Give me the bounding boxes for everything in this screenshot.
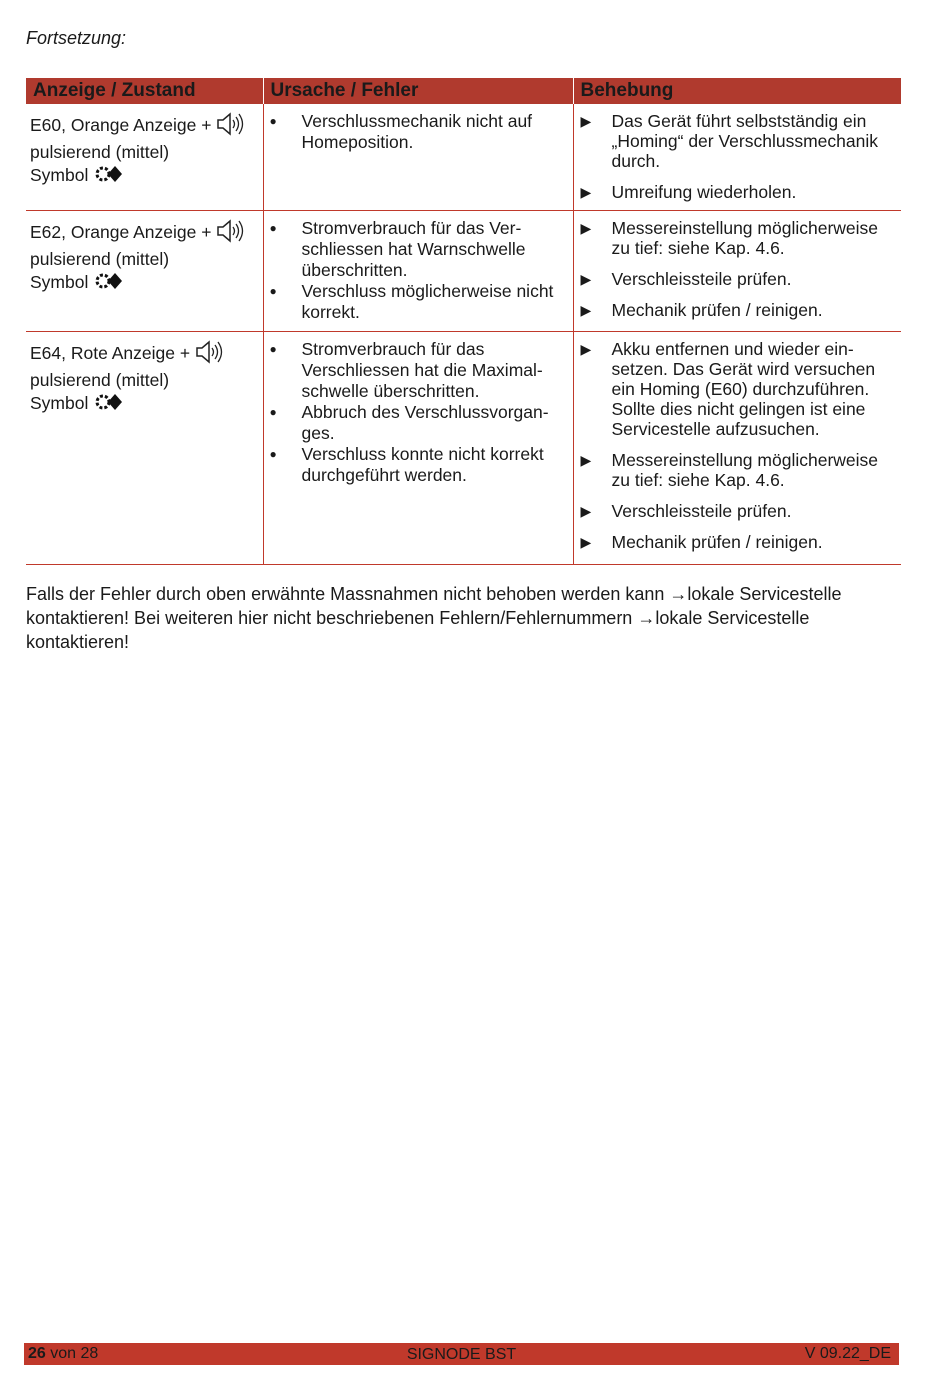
fix-item: ▶ Messereinstellung möglicherweise zu tief: siehe Kap. 4.6.: [578, 218, 898, 258]
page-footer: [24, 1343, 899, 1365]
speaker-icon: [195, 339, 223, 370]
fix-item: ▶ Messereinstellung möglicherweise zu tief: siehe Kap. 4.6.: [578, 450, 898, 490]
footer-brand: SIGNODE BST: [406, 1346, 517, 1363]
state-text: pulsierend (mittel): [30, 370, 170, 390]
gear-arrows-icon: [93, 391, 123, 418]
state-text: Symbol: [30, 393, 89, 414]
table-row: [26, 332, 901, 565]
fix-item: ▶ Akku entfernen und wieder ein-setzen. Das Gerät wird versuchen ein Homing (E60) durchzuführen. Sollte dies nicht gelingen ist eine Servicestelle aufzusuchen.: [578, 339, 898, 439]
page-total: von 28: [45, 1345, 99, 1362]
state-cell: [26, 104, 263, 211]
cause-cell: [263, 104, 573, 211]
speaker-icon: [216, 111, 244, 142]
state-text: E62, Orange Anzeige +: [30, 222, 212, 243]
header-cause: Ursache / Fehler: [263, 78, 573, 104]
state-text: Symbol: [30, 165, 89, 186]
fix-item: ▶ Verschleissteile prüfen.: [578, 501, 898, 521]
fix-cell: [573, 211, 901, 332]
table-row: [26, 211, 901, 332]
table-row: [26, 104, 901, 211]
state-cell: [26, 332, 263, 565]
cause-cell: [263, 332, 573, 565]
state-text: E60, Orange Anzeige +: [30, 115, 212, 136]
state-text: E64, Rote Anzeige +: [30, 343, 191, 364]
cause-item: ● Stromverbrauch für das Ver-schliessen hat Warnschwelle überschritten.: [268, 218, 569, 281]
fix-item: ▶ Verschleissteile prüfen.: [578, 269, 898, 289]
service-note: Falls der Fehler durch oben erwähnte Massnahmen nicht behoben werden kann →lokale Servicestelle kontaktieren! Bei weiteren hier nicht beschriebenen Fehlern/Fehlernummern →lokale Servicestelle kontaktieren!: [26, 584, 842, 652]
gear-arrows-icon: [93, 270, 123, 297]
gear-arrows-icon: [93, 163, 123, 190]
table-header-row: [26, 78, 901, 104]
state-text: pulsierend (mittel): [30, 249, 170, 269]
cause-cell: [263, 211, 573, 332]
cause-item: ● Verschluss konnte nicht korrekt durchgeführt werden.: [268, 444, 569, 486]
header-state: Anzeige / Zustand: [26, 78, 263, 104]
cause-item: ● Stromverbrauch für das Verschliessen hat die Maximal-schwelle überschritten.: [268, 339, 569, 402]
fix-cell: [573, 104, 901, 211]
state-text: pulsierend (mittel): [30, 142, 170, 162]
state-cell: [26, 211, 263, 332]
header-fix: Behebung: [573, 78, 901, 104]
speaker-icon: [216, 218, 244, 249]
state-text: Symbol: [30, 272, 89, 293]
fix-item: ▶ Mechanik prüfen / reinigen.: [578, 532, 898, 552]
fix-item: ▶ Umreifung wiederholen.: [578, 182, 898, 202]
cause-item: ● Verschluss möglicherweise nicht korrekt.: [268, 281, 569, 323]
error-table: [26, 78, 901, 565]
footer-version: V 09.22_DE: [804, 1345, 891, 1362]
cause-item: ● Abbruch des Verschlussvorgan-ges.: [268, 402, 569, 444]
fix-cell: [573, 332, 901, 565]
fix-item: ▶ Das Gerät führt selbstständig ein „Homing“ der Verschlussmechanik durch.: [578, 111, 898, 171]
page-number: 26: [28, 1345, 46, 1362]
continuation-label: Fortsetzung:: [26, 28, 127, 48]
cause-item: ● Verschlussmechanik nicht auf Homeposition.: [268, 111, 569, 153]
fix-item: ▶ Mechanik prüfen / reinigen.: [578, 300, 898, 320]
